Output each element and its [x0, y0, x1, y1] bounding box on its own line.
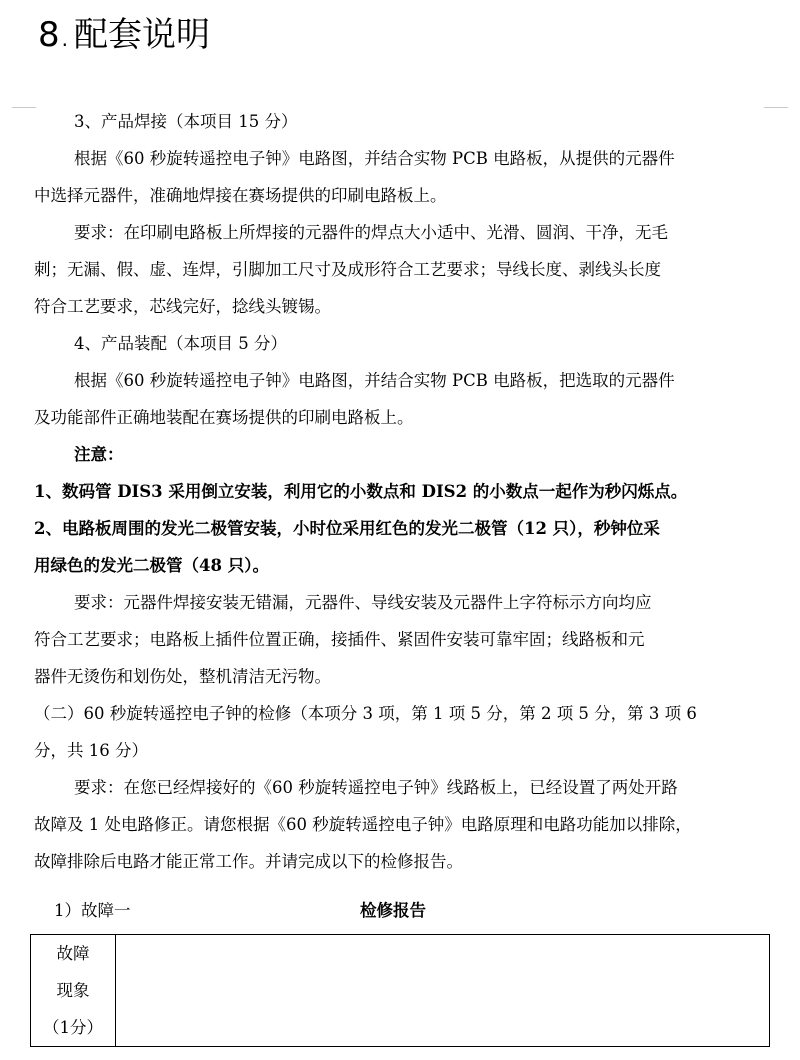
section-2-requirement-line-2: 故障及 1 处电路修正。请您根据《60 秒旋转遥控电子钟》电路原理和电路功能加以排除， — [34, 815, 692, 834]
note-1: 1、数码管 DIS3 采用倒立安装，利用它的小数点和 DIS2 的小数点一起作为秒闪烁点。 — [34, 482, 688, 501]
label-line-1: 故障 — [56, 944, 90, 963]
heading-dot: . — [61, 27, 68, 51]
note-2-line-1: 2、电路板周围的发光二极管安装，小时位采用红色的发光二极管（12 只），秒钟位采 — [34, 519, 660, 538]
table-row — [31, 935, 770, 1047]
section-2-requirement-line-1: 要求：在您已经焊接好的《60 秒旋转遥控电子钟》线路板上，已经设置了两处开路 — [74, 778, 678, 797]
report-title: 检修报告 — [360, 901, 426, 920]
section-heading — [38, 12, 210, 62]
page-corner-mark-left — [12, 107, 36, 108]
note-label: 注意： — [74, 445, 124, 464]
item-3-text-line-1: 根据《60 秒旋转遥控电子钟》电路图，并结合实物 PCB 电路板，从提供的元器件 — [74, 149, 675, 168]
section-2-title-line-1: （二）60 秒旋转遥控电子钟的检修（本项分 3 项，第 1 项 5 分，第 2 项 5 分，第 3 项 6 — [34, 704, 697, 723]
item-3-requirement-line-1: 要求：在印刷电路板上所焊接的元器件的焊点大小适中、光滑、圆润、干净，无毛 — [74, 223, 668, 242]
label-line-2: 现象 — [56, 981, 90, 1000]
section-2-title-line-2: 分，共 16 分） — [34, 741, 148, 760]
note-2-line-2: 用绿色的发光二极管（48 只）。 — [34, 556, 269, 575]
fault-one-label: 1）故障一 — [54, 901, 131, 920]
item-3-requirement-line-2: 刺；无漏、假、虚、连焊，引脚加工尺寸及成形符合工艺要求；导线长度、剥线头长度 — [34, 260, 661, 279]
item-3-title: 3、产品焊接（本项目 15 分） — [74, 112, 298, 131]
repair-report-table — [30, 934, 770, 1047]
label-line-3: （1分） — [43, 1018, 103, 1037]
item-4-title: 4、产品装配（本项目 5 分） — [74, 334, 287, 353]
section-2-requirement-line-3: 故障排除后电路才能正常工作。并请完成以下的检修报告。 — [34, 852, 463, 871]
fault-phenomenon-label-cell — [31, 935, 116, 1047]
heading-number: 8 — [38, 15, 60, 55]
item-4-requirement-line-1: 要求：元器件焊接安装无错漏，元器件、导线安装及元器件上字符标示方向均应 — [74, 593, 652, 612]
fault-phenomenon-content-cell[interactable] — [116, 935, 770, 1047]
item-3-text-line-2: 中选择元器件，准确地焊接在赛场提供的印刷电路板上。 — [34, 186, 447, 205]
item-3-requirement-line-3: 符合工艺要求，芯线完好，捻线头镀锡。 — [34, 297, 331, 316]
heading-title: 配套说明 — [74, 15, 210, 55]
item-4-text-line-1: 根据《60 秒旋转遥控电子钟》电路图，并结合实物 PCB 电路板，把选取的元器件 — [74, 371, 675, 390]
item-4-text-line-2: 及功能部件正确地装配在赛场提供的印刷电路板上。 — [34, 408, 414, 427]
item-4-requirement-line-2: 符合工艺要求；电路板上插件位置正确，接插件、紧固件安装可靠牢固；线路板和元 — [34, 630, 645, 649]
item-4-requirement-line-3: 器件无烫伤和划伤处，整机清洁无污物。 — [34, 667, 331, 686]
